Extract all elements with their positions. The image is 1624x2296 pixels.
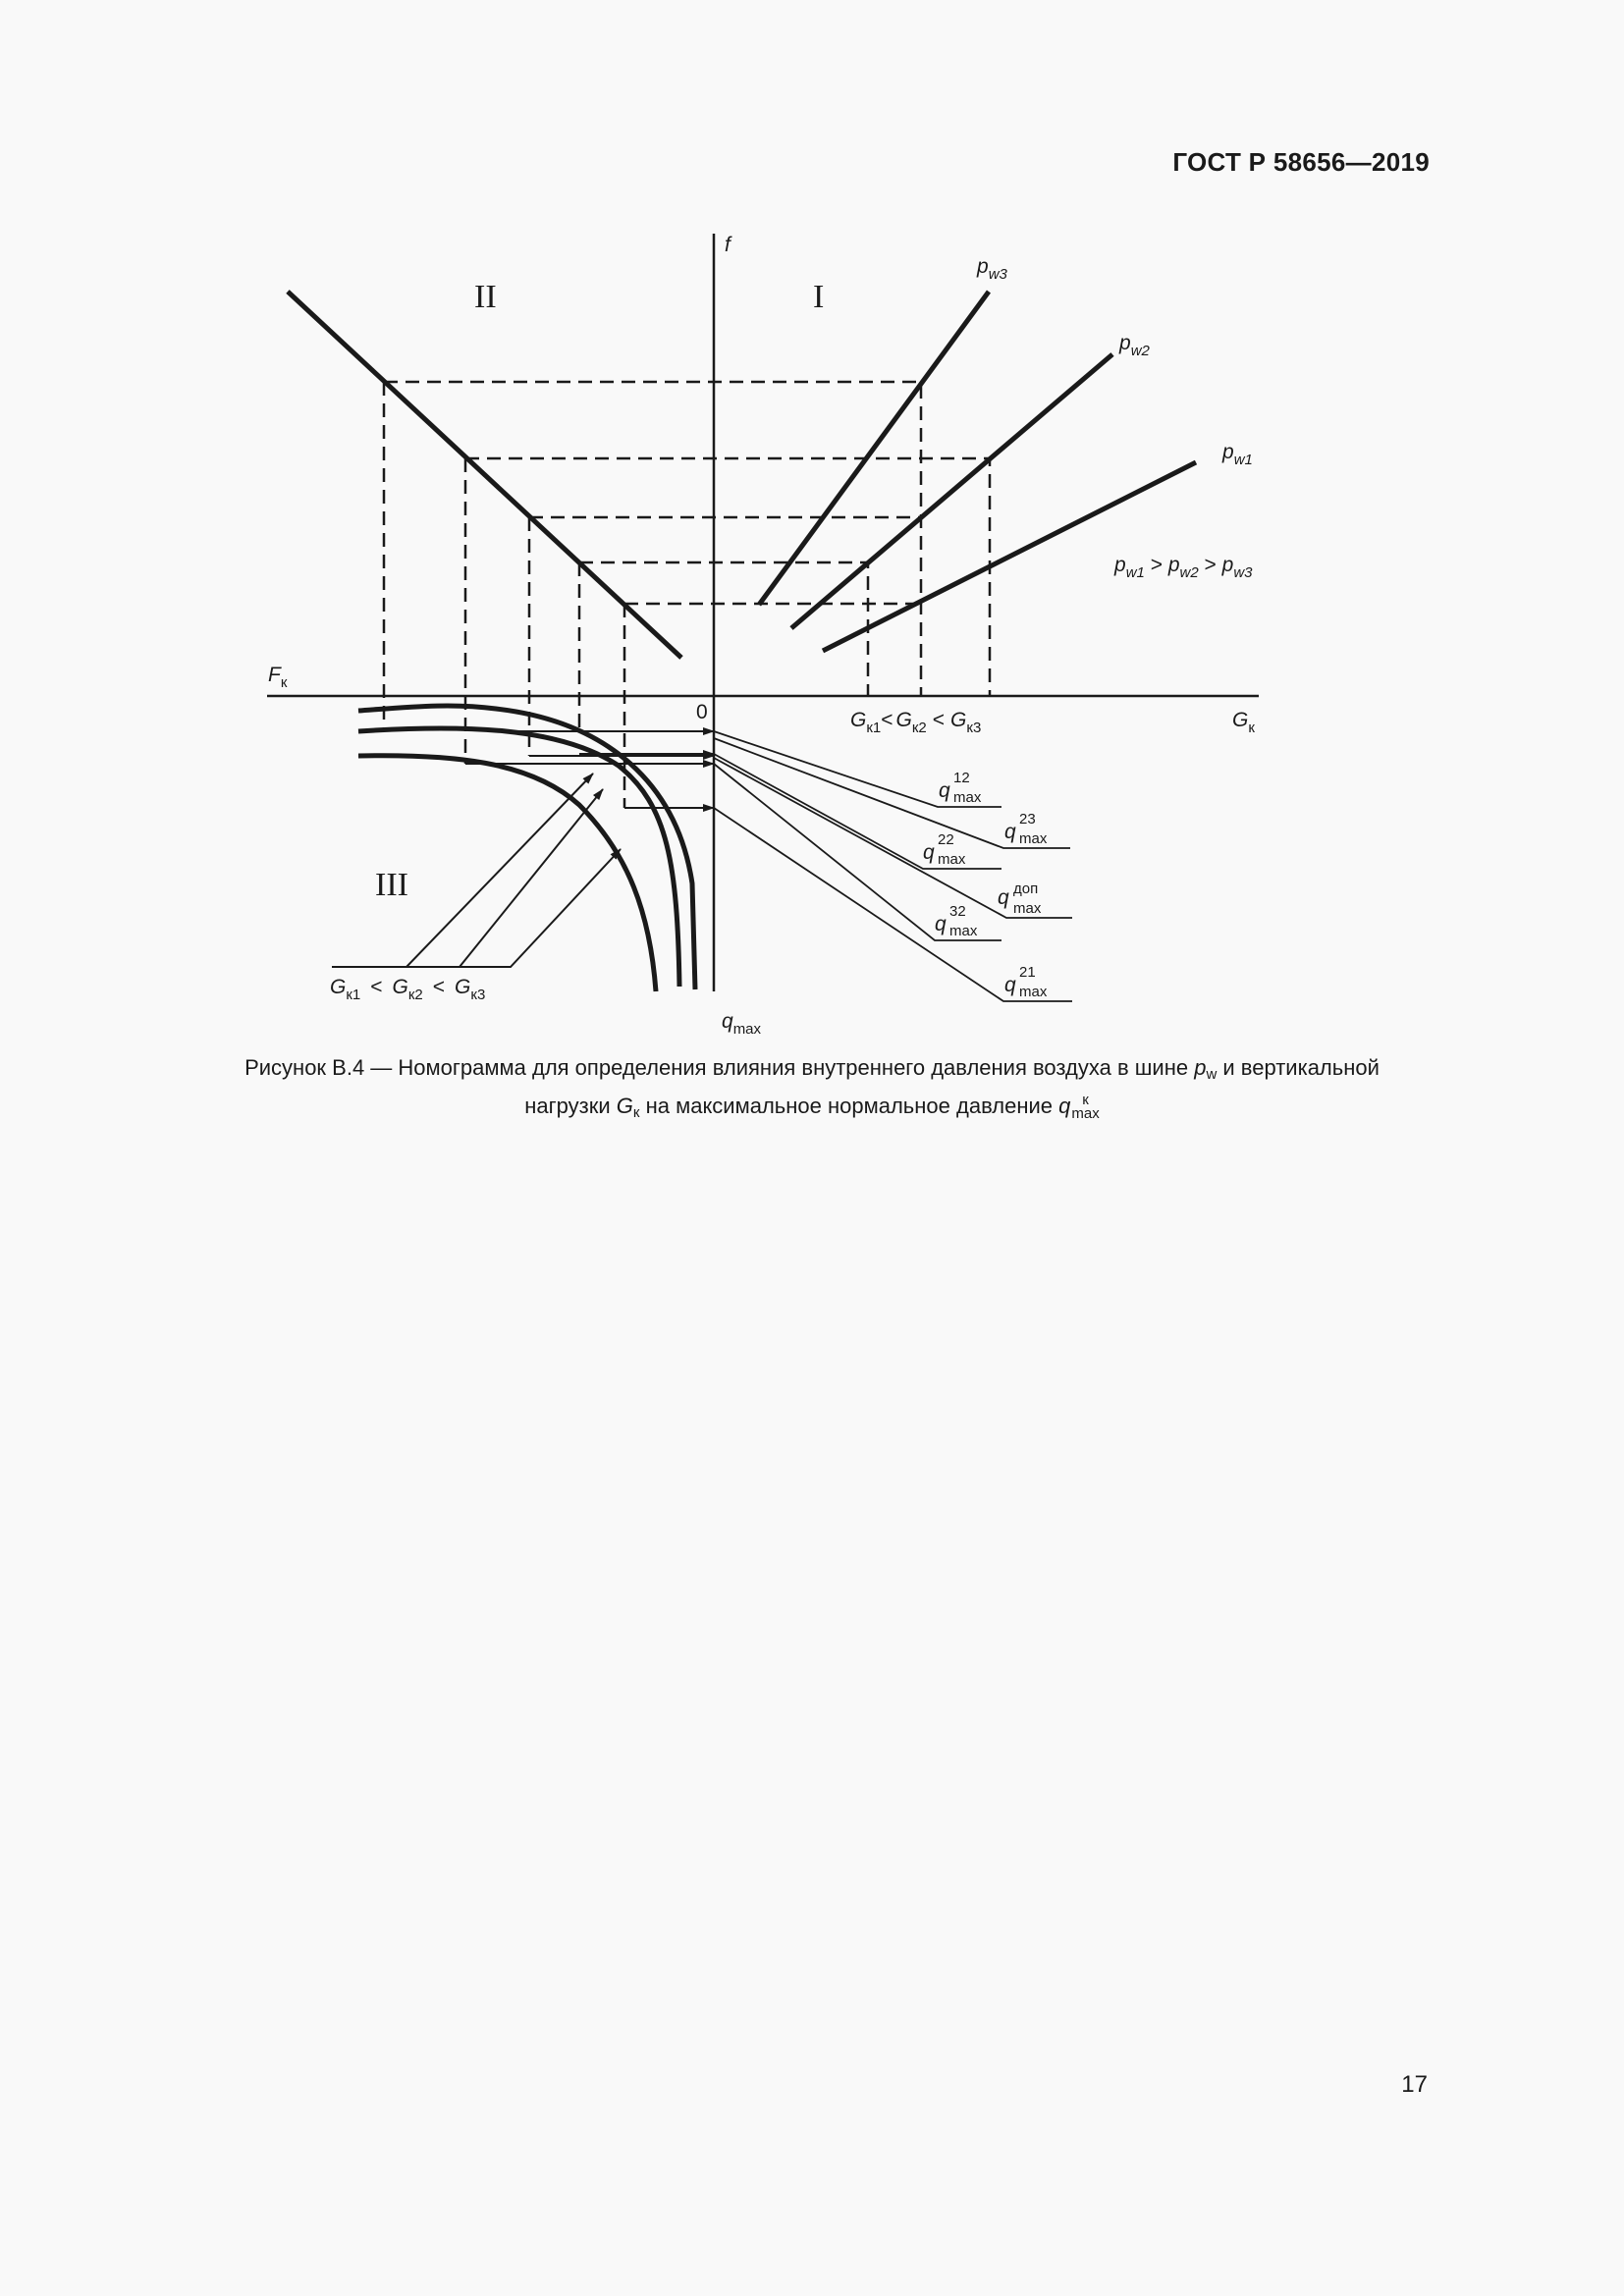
axis-f-label: f (725, 234, 731, 256)
svg-text:23: 23 (1019, 811, 1036, 828)
svg-text:max: max (949, 923, 978, 939)
load-relation-top: $G_{к1}< G_{к2} < G_{к3}$ (850, 709, 982, 736)
axis-zero-label: 0 (696, 701, 708, 723)
load-relation-bottom: $G_{к1} < G_{к2} < G_{к3}$ (330, 976, 486, 1003)
svg-text:q: q (939, 779, 950, 802)
nomogram-svg (0, 0, 1624, 1080)
quadrant-ii-line (288, 292, 681, 658)
pressure-label-w2: $p_{w2}$ (1119, 332, 1150, 359)
svg-text:q: q (1004, 821, 1016, 843)
svg-text:12: 12 (953, 770, 970, 786)
svg-text:max: max (1019, 830, 1048, 847)
pressure-relation: $p_{w1} > p_{w2} > p_{w3}$ (1114, 554, 1253, 581)
svg-text:max: max (1013, 900, 1042, 917)
nomogram-figure (0, 0, 1624, 1080)
pressure-label-w3: $p_{w3}$ (977, 255, 1007, 283)
quadrant-iii-label: III (375, 867, 408, 903)
q-label-dop (998, 881, 1042, 917)
svg-text:q: q (923, 841, 935, 864)
axis-F-label: $F_к$ (268, 664, 288, 691)
svg-text:22: 22 (938, 831, 954, 848)
caption-line-1: Рисунок В.4 — Номограмма для определения влияния внутреннего давления воздуха в шине pw и вертикальной (244, 1055, 1380, 1083)
axis-G-label: $G_к$ (1232, 709, 1255, 736)
svg-text:max: max (938, 851, 966, 868)
q-leaders (714, 731, 1072, 1001)
q-label-22 (923, 831, 966, 868)
svg-text:q: q (1004, 974, 1016, 996)
svg-text:q: q (998, 886, 1009, 909)
axis-q-label: $q_{max}$ (722, 1010, 762, 1038)
page-number: 17 (1401, 2071, 1428, 2098)
svg-text:max: max (953, 789, 982, 806)
svg-text:q: q (935, 913, 947, 935)
q-axis-arrows (465, 731, 714, 808)
svg-text:доп: доп (1013, 881, 1039, 897)
svg-text:32: 32 (949, 903, 966, 920)
q-label-12 (939, 770, 982, 806)
svg-text:21: 21 (1019, 964, 1036, 981)
q-label-21 (1004, 964, 1048, 1000)
q-label-32 (935, 903, 978, 939)
quadrant-ii-label: II (474, 279, 497, 315)
q-label-23 (1004, 811, 1048, 847)
figure-caption (98, 1052, 1526, 1129)
caption-line-2: нагрузки Gк на максимальное нормальное давление q к max (524, 1092, 1100, 1123)
construction-lines (384, 382, 990, 808)
pressure-label-w1: $p_{w1}$ (1222, 441, 1253, 468)
quadrant-i-label: I (813, 279, 825, 315)
svg-text:max: max (1019, 984, 1048, 1000)
document-header: ГОСТ Р 58656—2019 (1172, 147, 1430, 177)
